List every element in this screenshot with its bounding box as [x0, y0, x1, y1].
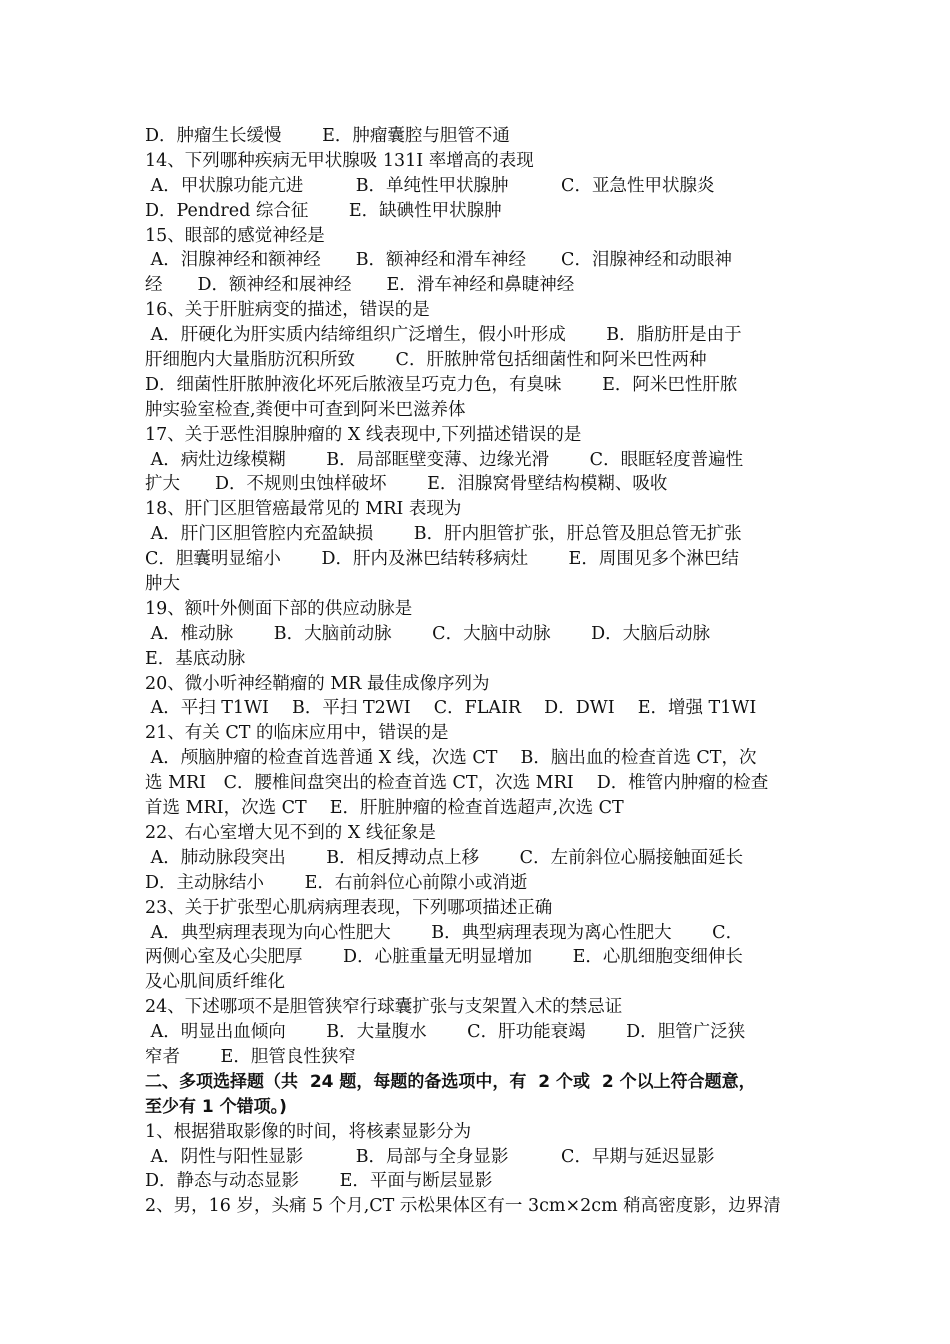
text-line: 两侧心室及心尖肥厚 D．心脏重量无明显增加 E．心肌细胞变细伸长 [145, 947, 743, 968]
question-21: 21、有关 CT 的临床应用中，错误的是 [145, 723, 449, 744]
question-23: 23、关于扩张型心肌病病理表现，下列哪项描述正确 [145, 897, 553, 918]
text-line: D．主动脉结小 E．右前斜位心前隙小或消逝 [145, 872, 528, 893]
text-line: D．肿瘤生长缓慢 E．肿瘤囊腔与胆管不通 [145, 126, 510, 146]
question-14: 14、下列哪种疾病无甲状腺吸 131I 率增高的表现 [145, 150, 534, 171]
text-line: A．明显出血倾向 B．大量腹水 C．肝功能衰竭 D．胆管广泛狭 [145, 1022, 746, 1043]
text-line: D．Pendred 综合征 E．缺碘性甲状腺肿 [145, 200, 502, 221]
document-body [145, 124, 807, 1219]
question-24: 24、下述哪项不是胆管狭窄行球囊扩张与支架置入术的禁忌证 [145, 997, 623, 1018]
text-line: 经 D．额神经和展神经 E．滑车神经和鼻睫神经 [145, 275, 575, 296]
text-line: 扩大 D．不规则虫蚀样破坏 E．泪腺窝骨壁结构模糊、吸收 [145, 474, 668, 495]
text-line: A．典型病理表现为向心性肥大 B．典型病理表现为离心性肥大 C． [145, 922, 744, 943]
text-line: A．平扫 T1WI B．平扫 T2WI C．FLAIR D．DWI E．增强 T1WI [145, 698, 757, 719]
question-1: 1、根据猎取影像的时间，将核素显影分为 [145, 1121, 472, 1142]
section-heading: 二、多项选择题（共 24 题，每题的备选项中，有 2 个或 2 个以上符合题意， [145, 1071, 756, 1092]
text-line: 肿实验室检查,粪便中可查到阿米巴滋养体 [145, 399, 466, 420]
question-2: 2、男，16 岁，头痛 5 个月,CT 示松果体区有一 3cm×2cm 稍高密度影，边界清 [145, 1196, 781, 1217]
text-line: A．肺动脉段突出 B．相反搏动点上移 C．左前斜位心膈接触面延长 [145, 847, 744, 868]
text-line: A．泪腺神经和额神经 B．额神经和滑车神经 C．泪腺神经和动眼神 [145, 250, 732, 271]
text-line: 窄者 E．胆管良性狭窄 [145, 1046, 356, 1067]
text-line: 选 MRI C．腰椎间盘突出的检查首选 CT，次选 MRI D．椎管内肿瘤的检查 [145, 773, 769, 794]
question-22: 22、右心室增大见不到的 X 线征象是 [145, 822, 436, 843]
text-line: D．细菌性肝脓肿液化坏死后脓液呈巧克力色，有臭味 E．阿米巴性肝脓 [145, 374, 738, 395]
text-line: 首选 MRI，次选 CT E．肝脏肿瘤的检查首选超声,次选 CT [145, 798, 624, 819]
question-20: 20、微小听神经鞘瘤的 MR 最佳成像序列为 [145, 673, 490, 694]
text-line: A．病灶边缘模糊 B．局部眶壁变薄、边缘光滑 C．眼眶轻度普遍性 [145, 449, 744, 470]
text-line: 肿大 [145, 574, 180, 595]
text-line: E．基底动脉 [145, 648, 246, 669]
question-17: 17、关于恶性泪腺肿瘤的 X 线表现中,下列描述错误的是 [145, 424, 582, 445]
text-line: A．甲状腺功能亢进 B．单纯性甲状腺肿 C．亚急性甲状腺炎 [145, 175, 715, 196]
question-16: 16、关于肝脏病变的描述，错误的是 [145, 300, 430, 321]
text-line: A．椎动脉 B．大脑前动脉 C．大脑中动脉 D．大脑后动脉 [145, 623, 711, 644]
text-line: A．阴性与阳性显影 B．局部与全身显影 C．早期与延迟显影 [145, 1146, 715, 1167]
text-line: A．肝门区胆管腔内充盈缺损 B．肝内胆管扩张，肝总管及胆总管无扩张 [145, 524, 742, 545]
text-line: A．颅脑肿瘤的检查首选普通 X 线，次选 CT B．脑出血的检查首选 CT，次 [145, 748, 757, 769]
text-line: C．胆囊明显缩小 D．肝内及淋巴结转移病灶 E．周围见多个淋巴结 [145, 549, 739, 570]
text-line: 及心肌间质纤维化 [145, 972, 285, 993]
text-line: D．静态与动态显影 E．平面与断层显影 [145, 1171, 493, 1192]
section-heading: 至少有 1 个错项。) [145, 1096, 287, 1117]
question-18: 18、肝门区胆管癌最常见的 MRI 表现为 [145, 499, 462, 520]
text-line: A．肝硬化为肝实质内结缔组织广泛增生，假小叶形成 B．脂肪肝是由于 [145, 325, 742, 346]
question-19: 19、额叶外侧面下部的供应动脉是 [145, 598, 413, 619]
text-line: 肝细胞内大量脂肪沉积所致 C．肝脓肿常包括细菌性和阿米巴性两种 [145, 350, 707, 371]
question-15: 15、眼部的感觉神经是 [145, 225, 325, 246]
